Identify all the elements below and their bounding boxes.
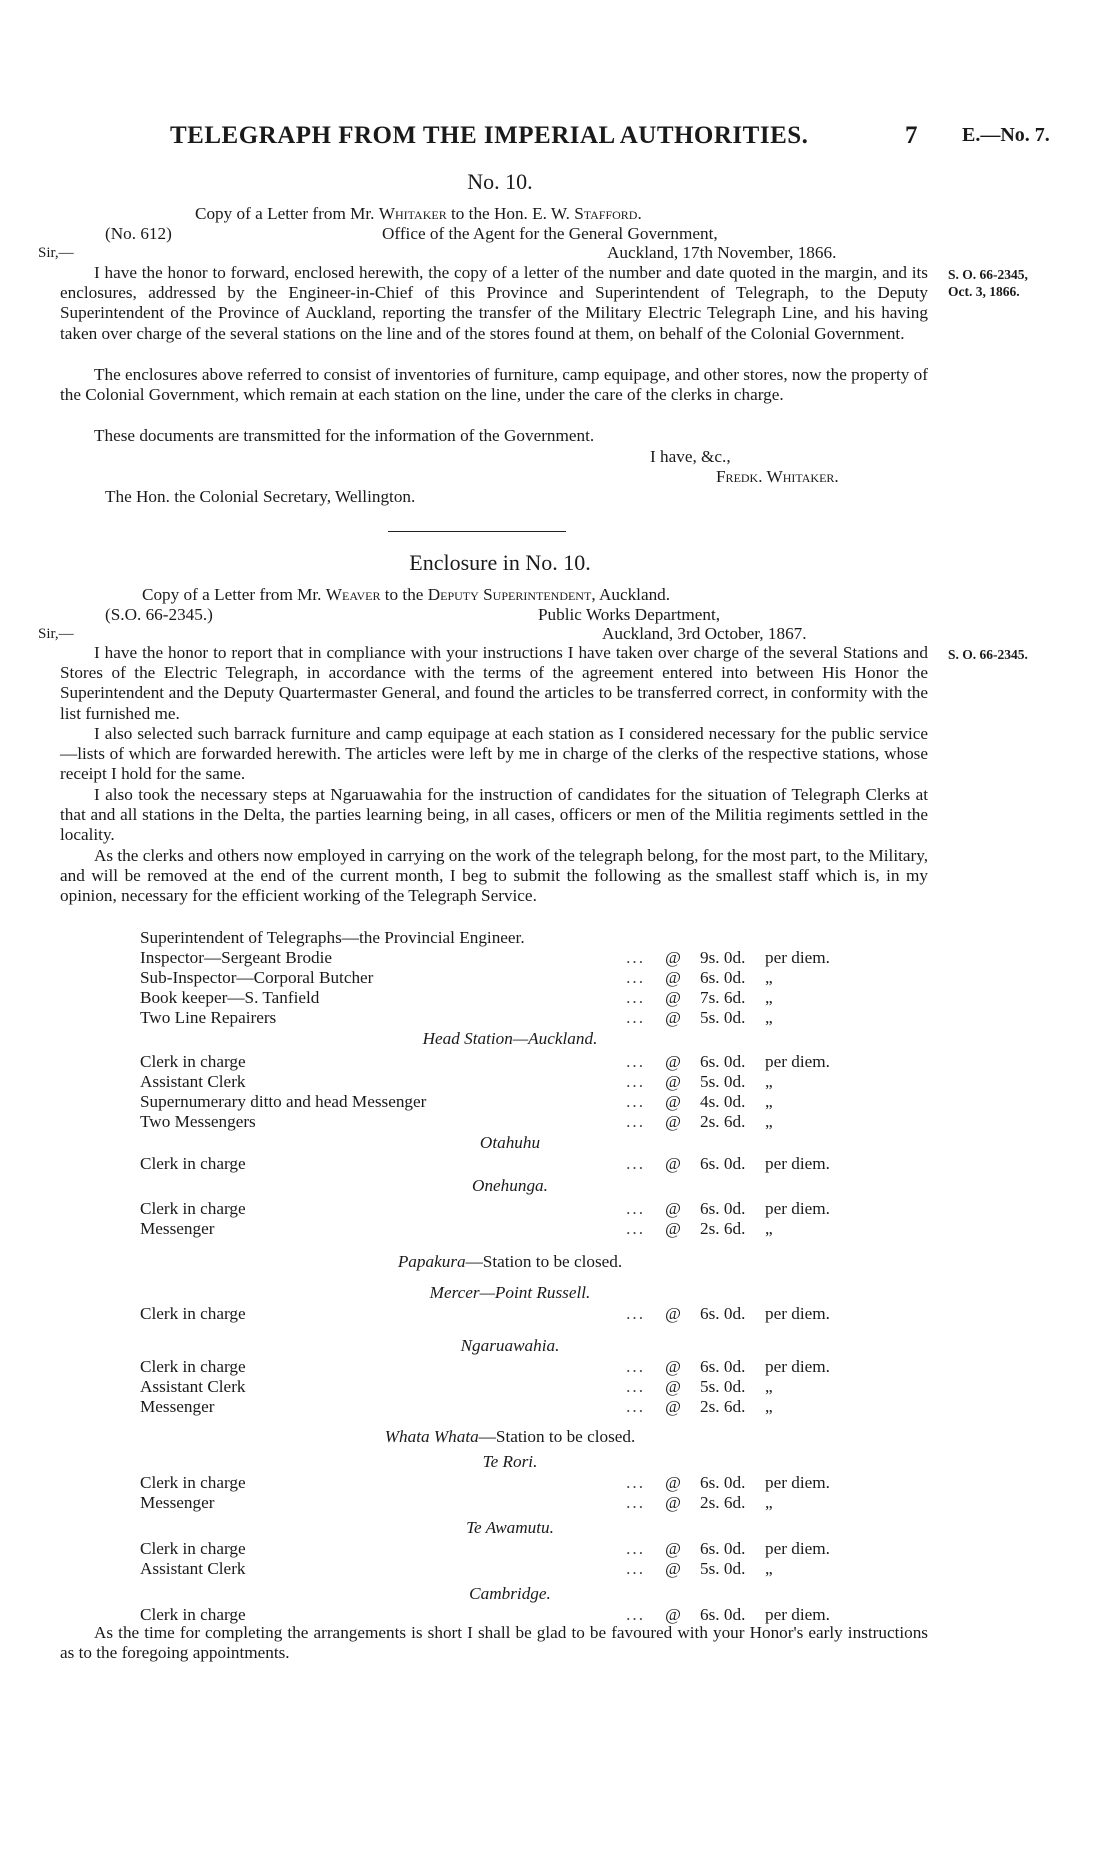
sender-name: Whitaker [378,204,447,223]
staff-row: Sub-Inspector—Corporal Butcher ... @ 6s. 0d. „ [140,968,773,987]
enclosure-paragraph-1: I have the honor to report that in compliance with your instructions I have taken over charge of the several Stations and Stores of the Electric Telegraph, in accordance with the terms of the agreement entered into between His Honor the Superintendent and the Deputy Quartermaster General, and found the articles to be transferred correct, in conformity with the list furnished me. [60,643,928,723]
enclosure-title: Enclosure in No. 10. [409,550,591,575]
letter-paragraph-1: I have the honor to forward, enclosed herewith, the copy of a letter of the number and date quoted in the margin, and its enclosures, addressed by the Engineer-in-Chief of this Province and Superintendent of Telegraph, to the Deputy Superintendent of the Province of Auckland, reporting the transfer of the Military Electric Telegraph Line, and his having taken over charge of the several stations on the line and of the stores found at them, on behalf of the Colonial Government. [60,263,928,343]
enclosure-subtitle: Copy of a Letter from Mr. Weaver to the Deputy Superintendent, Auckland. [142,585,671,604]
letter-paragraph-2: The enclosures above referred to consist of inventories of furniture, camp equipage, and other stores, now the property of the Colonial Government, which remain at each station on the line, under the care of the clerks in charge. [60,365,928,405]
station-heading-cambridge: Cambridge. [469,1584,551,1603]
page-number: 7 [905,122,918,149]
place-date: Auckland, 17th November, 1866. [607,243,837,262]
enclosure-ref-number: (S.O. 66-2345.) [105,605,213,624]
station-heading-papakura: Papakura—Station to be closed. [397,1252,623,1271]
staff-row: Book keeper—S. Tanfield ... @ 7s. 6d. „ [140,988,773,1007]
enclosure-paragraph-4: As the clerks and others now employed in carrying on the work of the telegraph belong, for the most part, to the Military, and will be removed at the end of the current month, I beg to submit the following as the smallest staff which is, in my opinion, necessary for the efficient working of the Telegraph Service. [60,846,928,906]
station-heading-whata-whata: Whata Whata—Station to be closed. [384,1427,636,1446]
staff-row: Assistant Clerk ... @ 5s. 0d. „ [140,1559,773,1578]
letter-ref-number: (No. 612) [105,224,172,243]
running-title: TELEGRAPH FROM THE IMPERIAL AUTHORITIES. [170,122,809,149]
staff-row: Clerk in charge ... @ 6s. 0d. per diem. [140,1154,830,1173]
staff-row: Assistant Clerk ... @ 5s. 0d. „ [140,1377,773,1396]
salutation: Sir,— [38,245,74,261]
margin-note-ref: S. O. 66-2345, Oct. 3, 1866. [948,267,1028,299]
enclosure-office: Public Works Department, [538,605,721,624]
salutation: Sir,— [38,626,74,642]
paper-reference: E.—No. 7. [962,124,1050,146]
enclosure-paragraph-2: I also selected such barrack furniture and camp equipage at each station as I considered necessary for the public service—lists of which are forwarded herewith. The articles were left by me in charge of the clerks of the respective stations, whose receipt I hold for the same. [60,724,928,784]
staff-row: Clerk in charge ... @ 6s. 0d. per diem. [140,1052,830,1071]
station-heading-otahuhu: Otahuhu [479,1133,541,1152]
letter-paragraph-3: These documents are transmitted for the information of the Government. [94,426,595,445]
station-heading-ngaruawahia: Ngaruawahia. [460,1336,560,1355]
station-heading-onehunga: Onehunga. [472,1176,548,1195]
recipient-name: Deputy Superintendent [427,585,592,604]
staff-row: Supernumerary ditto and head Messenger ... @ 4s. 0d. „ [140,1092,773,1111]
letter-number: No. 10. [467,169,533,194]
place-date: Auckland, 3rd October, 1867. [602,624,807,643]
staff-row: Messenger ... @ 2s. 6d. „ [140,1397,773,1416]
station-heading-te-awamutu: Te Awamutu. [466,1518,554,1537]
enclosure-paragraph-3: I also took the necessary steps at Ngaruawahia for the instruction of candidates for the situation of Telegraph Clerks at that and all stations in the Delta, the parties learning being, in all cases, officers or men of the Militia regiments settled in the locality. [60,785,928,845]
staff-row: Two Line Repairers ... @ 5s. 0d. „ [140,1008,773,1027]
recipient-name: Stafford [574,204,638,223]
staff-row: Clerk in charge ... @ 6s. 0d. per diem. [140,1605,830,1624]
enclosure-paragraph-5: As the time for completing the arrangements is short I shall be glad to be favoured with your Honor's early instructions as to the foregoing appointments. [60,1623,928,1663]
staff-row: Messenger ... @ 2s. 6d. „ [140,1493,773,1512]
station-heading-mercer: Mercer—Point Russell. [429,1283,591,1302]
signature: Fredk. Whitaker. [716,467,839,486]
addressee: The Hon. the Colonial Secretary, Wellington. [105,487,416,506]
closing: I have, &c., [650,447,731,466]
superintendent-line: Superintendent of Telegraphs—the Provincial Engineer. [140,928,525,947]
staff-row: Clerk in charge ... @ 6s. 0d. per diem. [140,1539,830,1558]
staff-row: Clerk in charge ... @ 6s. 0d. per diem. [140,1199,830,1218]
station-heading-auckland: Head Station—Auckland. [422,1029,598,1048]
section-divider [388,531,566,532]
staff-row: Inspector—Sergeant Brodie ... @ 9s. 0d. per diem. [140,948,830,967]
letter-subtitle: Copy of a Letter from Mr. Whitaker to the Hon. E. W. Stafford. [195,204,642,223]
margin-note-ref: S. O. 66-2345. [948,647,1028,662]
sender-name: Weaver [325,585,381,604]
staff-row: Clerk in charge ... @ 6s. 0d. per diem. [140,1357,830,1376]
staff-row: Messenger ... @ 2s. 6d. „ [140,1219,773,1238]
staff-row: Clerk in charge ... @ 6s. 0d. per diem. [140,1473,830,1492]
sender-office: Office of the Agent for the General Government, [382,224,718,243]
station-heading-te-rori: Te Rori. [482,1452,538,1471]
staff-row: Clerk in charge ... @ 6s. 0d. per diem. [140,1304,830,1323]
staff-row: Two Messengers ... @ 2s. 6d. „ [140,1112,773,1131]
staff-row: Assistant Clerk ... @ 5s. 0d. „ [140,1072,773,1091]
